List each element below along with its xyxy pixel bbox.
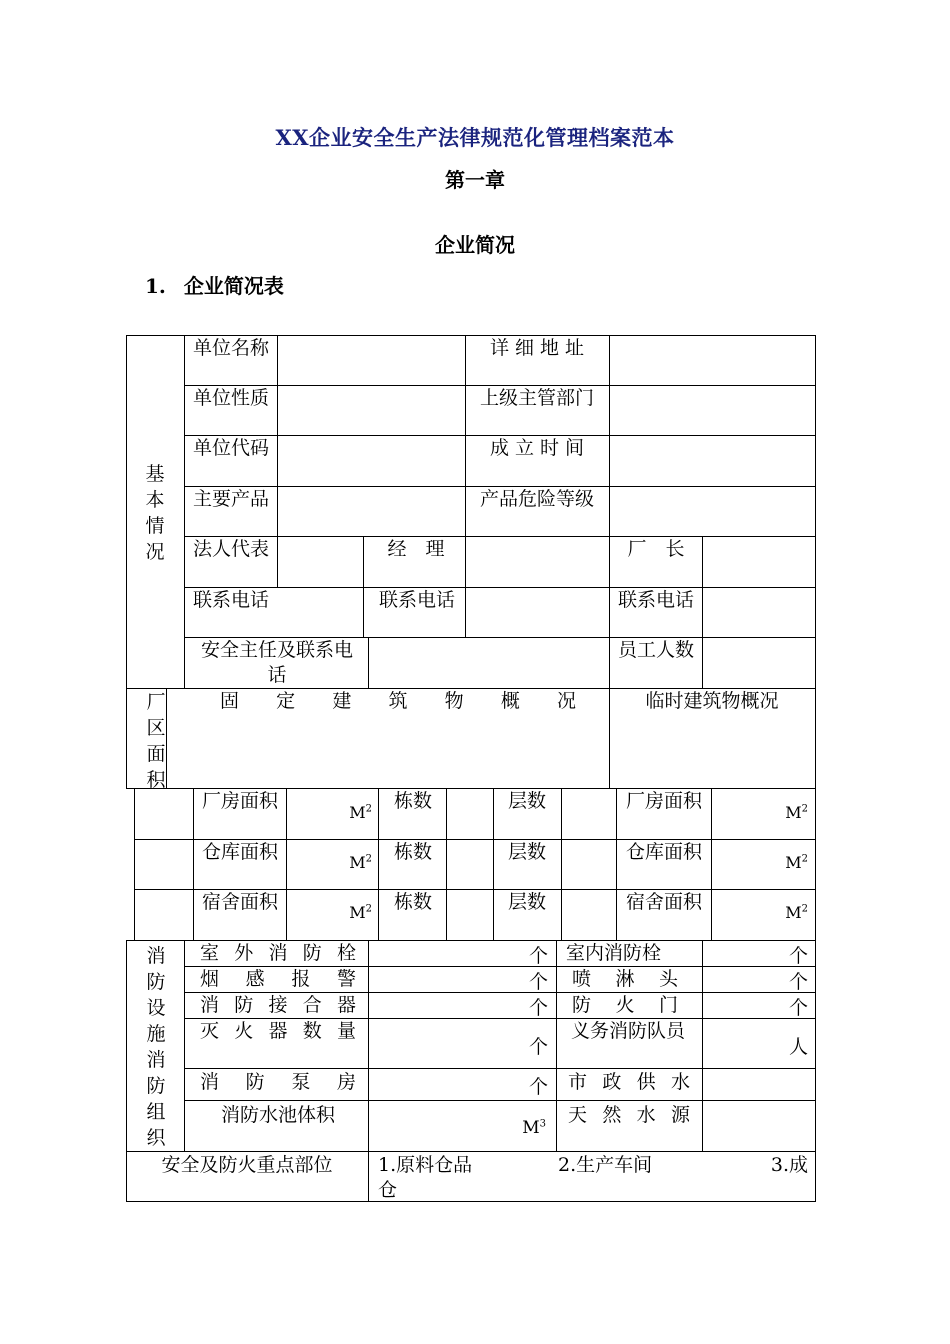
- col-line: [493, 788, 494, 940]
- col-line: [609, 335, 610, 788]
- label-extinguisher-count: 灭 火 器 数 量: [200, 1020, 356, 1042]
- label-pump-room: 消 防 泵 房: [200, 1071, 356, 1093]
- unit-sqm: $M^2$: [785, 853, 808, 872]
- label-pool-volume: 消防水池体积: [220, 1104, 335, 1126]
- col-line: [702, 940, 703, 1151]
- unit-count: 个: [528, 971, 548, 993]
- label-unit-name: 单位名称: [192, 337, 269, 359]
- label-fire-door: 防 火 门: [572, 994, 678, 1016]
- label-outdoor-hydrant: 室 外 消 防 栓: [200, 942, 356, 964]
- label-temp-buildings: 临时建筑物概况: [645, 690, 779, 712]
- unit-person: 人: [788, 1036, 808, 1058]
- label-dorm-area: 宿舍面积: [201, 891, 278, 913]
- label-building-count: 栋数: [393, 891, 432, 913]
- label-phone-3: 联系电话: [617, 589, 694, 611]
- col-line: [616, 788, 617, 940]
- heading-number: 1.: [145, 274, 166, 298]
- label-temp-workshop-area: 厂房面积: [625, 790, 702, 812]
- col-line: [556, 940, 557, 1151]
- label-founded: 成 立 时 间: [489, 437, 585, 459]
- col-line: [286, 788, 287, 940]
- label-staff-count: 员工人数: [617, 639, 694, 661]
- row-line: [184, 536, 816, 537]
- label-municipal-water: 市 政 供 水: [568, 1071, 690, 1093]
- label-building-count: 栋数: [393, 841, 432, 863]
- col-line: [368, 940, 369, 1201]
- label-safety-head: 安全主任及联系电话: [200, 639, 353, 686]
- col-line: [465, 335, 466, 637]
- chapter-heading: 第一章: [445, 168, 505, 192]
- label-key-areas: 安全及防火重点部位: [161, 1154, 333, 1176]
- label-director: 厂 长: [627, 538, 685, 560]
- label-superior-dept: 上级主管部门: [479, 387, 594, 409]
- label-warehouse-area: 仓库面积: [201, 841, 278, 863]
- basic-group-label: 基本情况: [145, 463, 165, 563]
- col-line: [368, 637, 369, 688]
- col-line: [378, 788, 379, 940]
- row-line: [184, 587, 816, 588]
- fire-group-label: 消防设施消防组织: [146, 945, 166, 1149]
- label-manager: 经 理: [387, 538, 445, 560]
- col-line: [184, 335, 185, 688]
- row-line: [184, 1100, 816, 1101]
- row-line: [126, 1151, 816, 1152]
- label-floor-count: 层数: [507, 891, 546, 913]
- col-line: [134, 788, 135, 940]
- heading-text: 企业简况表: [183, 274, 284, 298]
- col-line: [702, 536, 703, 688]
- label-unit-code: 单位代码: [192, 437, 269, 459]
- col-line: [184, 940, 185, 1151]
- col-line: [446, 788, 447, 940]
- unit-count: 个: [528, 1036, 548, 1058]
- label-indoor-hydrant: 室内消防栓: [566, 942, 662, 964]
- label-workshop-area: 厂房面积: [201, 790, 278, 812]
- unit-sqm: $M^2$: [349, 853, 372, 872]
- unit-sqm: $M^2$: [785, 803, 808, 822]
- label-floor-count: 层数: [507, 790, 546, 812]
- unit-count: 个: [528, 945, 548, 967]
- col-line: [193, 788, 194, 940]
- label-unit-nature: 单位性质: [192, 387, 269, 409]
- unit-cubic-meter: $M^3$: [522, 1118, 546, 1138]
- label-address: 详 细 地 址: [489, 337, 585, 359]
- label-fire-connector: 消 防 接 合 器: [200, 994, 356, 1016]
- label-phone-2: 联系电话: [378, 589, 455, 611]
- col-line: [277, 335, 278, 587]
- document-title: XX企业安全生产法律规范化管理档案范本: [275, 125, 675, 150]
- label-smoke-alarm: 烟 感 报 警: [200, 968, 356, 990]
- unit-sqm: $M^2$: [785, 903, 808, 922]
- area-group-label: 厂区面积: [146, 691, 166, 791]
- unit-sqm: $M^2$: [349, 803, 372, 822]
- unit-count: 个: [528, 997, 548, 1019]
- col-line: [126, 335, 127, 788]
- col-line: [561, 788, 562, 940]
- key-area-2: 2.生产车间: [558, 1154, 653, 1176]
- label-natural-water: 天 然 水 源: [568, 1104, 690, 1126]
- unit-count: 个: [788, 997, 808, 1019]
- label-building-count: 栋数: [393, 790, 432, 812]
- label-phone-1: 联系电话: [192, 589, 269, 611]
- key-area-3: 3.成: [770, 1154, 808, 1176]
- label-legal-rep: 法人代表: [192, 538, 269, 560]
- label-main-products: 主要产品: [192, 488, 269, 510]
- label-volunteer-firefighters: 义务消防队员: [570, 1020, 685, 1042]
- col-line: [363, 536, 364, 637]
- unit-count: 个: [788, 971, 808, 993]
- key-area-1: 1.原料仓品仓: [378, 1154, 473, 1201]
- label-sprinkler: 喷 淋 头: [572, 968, 678, 990]
- col-line: [126, 940, 127, 1201]
- col-line: [711, 788, 712, 940]
- unit-sqm: $M^2$: [349, 903, 372, 922]
- row-line: [184, 1068, 816, 1069]
- label-hazard-level: 产品危险等级: [479, 488, 594, 510]
- unit-count: 个: [788, 945, 808, 967]
- label-fixed-buildings: 固 定 建 筑 物 概 况: [220, 690, 576, 712]
- label-temp-warehouse-area: 仓库面积: [625, 841, 702, 863]
- label-temp-dorm-area: 宿舍面积: [625, 891, 702, 913]
- table-heading: [145, 270, 284, 299]
- label-floor-count: 层数: [507, 841, 546, 863]
- unit-count: 个: [528, 1076, 548, 1098]
- col-line: [815, 335, 816, 1201]
- section-heading: 企业简况: [435, 233, 515, 257]
